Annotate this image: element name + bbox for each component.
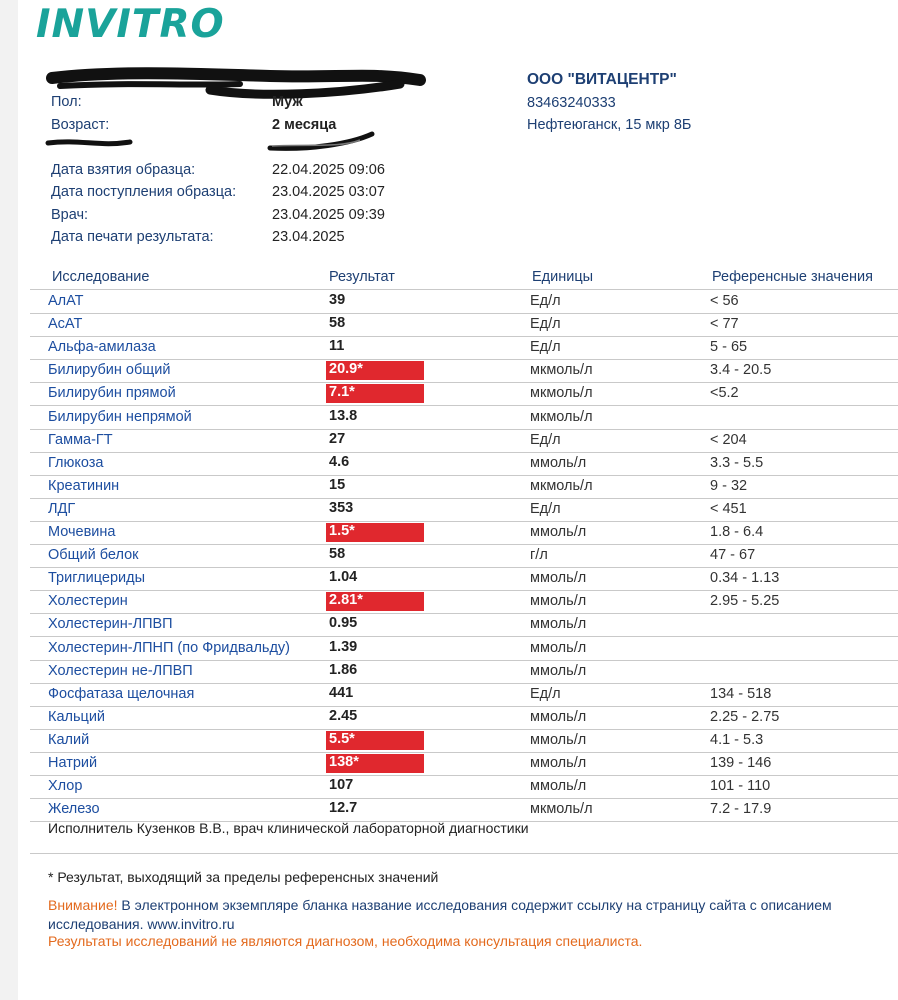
reference-value: 101 - 110 — [710, 778, 771, 795]
unit-value: ммоль/л — [530, 731, 587, 748]
unit-value: ммоль/л — [530, 755, 587, 771]
test-name-link[interactable]: Билирубин прямой — [48, 385, 176, 402]
unit-value: ммоль/л — [530, 524, 587, 540]
table-row — [30, 729, 898, 753]
test-name-link[interactable]: Калий — [48, 731, 90, 748]
result-value: 27 — [329, 430, 346, 447]
unit-value: Ед/л — [530, 316, 561, 333]
result-value: 4.6 — [329, 453, 350, 470]
reference-value: 4.1 - 5.3 — [710, 731, 764, 748]
age-label: Возраст: — [51, 116, 110, 133]
result-value: 1.39 — [329, 638, 358, 655]
table-row — [30, 613, 898, 637]
lab-name: ООО "ВИТАЦЕНТР" — [527, 71, 677, 88]
lab-info — [527, 69, 691, 137]
sample-received-value: 23.04.2025 03:07 — [272, 184, 385, 200]
reference-value: 7.2 - 17.9 — [710, 801, 772, 818]
table-row — [30, 313, 898, 337]
table-row — [30, 798, 898, 822]
test-name-link[interactable]: Хлор — [48, 778, 83, 795]
result-value: 1.5* — [326, 523, 424, 542]
unit-value: ммоль/л — [530, 778, 587, 795]
table-row — [30, 590, 898, 614]
test-name-link[interactable]: Мочевина — [48, 524, 116, 540]
test-name-link[interactable]: Фосфатаза щелочная — [48, 685, 195, 702]
reference-value: 139 - 146 — [710, 755, 772, 771]
results-table-header — [30, 267, 898, 289]
test-name-link[interactable]: Билирубин непрямой — [48, 408, 192, 425]
disclaimer: Результаты исследований не являются диагнозом, необходима консультация специалиста. — [48, 933, 643, 949]
test-name-link[interactable]: ЛДГ — [48, 500, 76, 517]
table-row — [30, 336, 898, 360]
test-name-link[interactable]: Общий белок — [48, 547, 139, 564]
result-value: 13.8 — [329, 407, 358, 424]
unit-value: Ед/л — [530, 431, 561, 448]
reference-value: 1.8 - 6.4 — [710, 524, 764, 540]
attention-note — [48, 896, 898, 934]
test-name-link[interactable]: Холестерин не-ЛПВП — [48, 662, 193, 679]
reference-value: < 56 — [710, 293, 739, 309]
sample-received-label: Дата поступления образца: — [51, 184, 237, 200]
unit-value: ммоль/л — [530, 593, 587, 610]
result-value: 2.81* — [326, 592, 424, 611]
table-row — [30, 475, 898, 499]
table-row — [30, 637, 898, 661]
unit-value: ммоль/л — [530, 708, 587, 725]
header-reference: Референсные значения — [712, 269, 873, 285]
test-name-link[interactable]: Билирубин общий — [48, 362, 171, 379]
unit-value: Ед/л — [530, 685, 561, 702]
reference-value: 2.95 - 5.25 — [710, 593, 780, 610]
reference-value: 3.3 - 5.5 — [710, 454, 764, 471]
test-name-link[interactable]: Железо — [48, 801, 100, 818]
reference-value: 3.4 - 20.5 — [710, 362, 772, 379]
table-row — [30, 359, 898, 383]
sample-taken-value: 22.04.2025 09:06 — [272, 161, 385, 178]
result-value: 15 — [329, 476, 346, 493]
test-name-link[interactable]: АсАТ — [48, 316, 83, 333]
doctor-value: 23.04.2025 09:39 — [272, 206, 385, 223]
page-edge — [0, 0, 18, 1000]
unit-value: мкмоль/л — [530, 801, 593, 818]
sample-taken-label: Дата взятия образца: — [51, 161, 196, 178]
table-row — [30, 382, 898, 406]
unit-value: ммоль/л — [530, 616, 587, 633]
test-name-link[interactable]: Креатинин — [48, 477, 120, 494]
unit-value: мкмоль/л — [530, 385, 593, 402]
table-row — [30, 660, 898, 684]
header-units: Единицы — [532, 269, 594, 285]
table-row — [30, 406, 898, 430]
print-date-value: 23.04.2025 — [272, 229, 345, 245]
table-row — [30, 290, 898, 314]
doctor-label: Врач: — [51, 206, 89, 223]
reference-value: < 451 — [710, 500, 747, 517]
age-value: 2 месяца — [272, 116, 337, 133]
unit-value: ммоль/л — [530, 570, 587, 587]
header-result: Результат — [329, 269, 395, 285]
reference-value: 9 - 32 — [710, 477, 748, 494]
result-value: 2.45 — [329, 707, 358, 724]
table-row — [30, 706, 898, 730]
test-name-link[interactable]: Холестерин — [48, 593, 128, 610]
unit-value: мкмоль/л — [530, 477, 593, 494]
table-row — [30, 429, 898, 453]
unit-value: мкмоль/л — [530, 362, 593, 379]
table-row — [30, 567, 898, 591]
test-name-link[interactable]: АлАТ — [48, 293, 84, 309]
result-value: 353 — [329, 499, 354, 516]
result-value: 58 — [329, 315, 346, 332]
table-row — [30, 683, 898, 707]
reference-value: 5 - 65 — [710, 339, 748, 356]
test-name-link[interactable]: Натрий — [48, 755, 98, 771]
test-name-link[interactable]: Глюкоза — [48, 454, 104, 471]
unit-value: Ед/л — [530, 500, 561, 517]
unit-value: ммоль/л — [530, 662, 587, 679]
result-value: 11 — [329, 338, 345, 355]
reference-value: < 77 — [710, 316, 739, 333]
result-value: 39 — [329, 292, 346, 308]
table-row — [30, 752, 898, 776]
reference-value: 47 - 67 — [710, 547, 756, 564]
reference-value: <5.2 — [710, 385, 739, 402]
result-value: 20.9* — [326, 361, 424, 380]
reference-value: 2.25 - 2.75 — [710, 708, 780, 725]
patient-values — [272, 91, 385, 249]
test-name-link[interactable]: Холестерин-ЛПВП — [48, 616, 173, 633]
performer-note: Исполнитель Кузенков В.В., врач клинической лабораторной диагностики — [48, 820, 529, 836]
unit-value: Ед/л — [530, 339, 561, 356]
attention-text: В электронном экземпляре бланка название исследования содержит ссылку на страницу сайта с описанием исследования. — [48, 897, 832, 932]
reference-value: 0.34 - 1.13 — [710, 570, 780, 587]
footer-divider — [30, 853, 898, 854]
unit-value: ммоль/л — [530, 454, 587, 471]
reference-value: 134 - 518 — [710, 685, 772, 702]
sex-label: Пол: — [51, 94, 82, 110]
test-name-link[interactable]: Кальций — [48, 708, 106, 725]
sex-value: Муж — [272, 94, 303, 110]
result-value: 441 — [329, 684, 354, 701]
unit-value: г/л — [530, 547, 548, 564]
result-value: 7.1* — [326, 384, 424, 403]
footnote: * Результат, выходящий за пределы референсных значений — [48, 869, 439, 885]
result-value: 58 — [329, 546, 346, 563]
table-row — [30, 521, 898, 545]
table-row — [30, 544, 898, 568]
reference-value: < 204 — [710, 431, 747, 448]
result-value: 12.7 — [329, 800, 358, 817]
test-name-link[interactable]: Холестерин-ЛПНП (по Фридвальду) — [48, 639, 291, 656]
unit-value: Ед/л — [530, 293, 561, 309]
print-date-label: Дата печати результата: — [51, 229, 214, 245]
table-row — [30, 775, 898, 799]
result-value: 1.86 — [329, 661, 358, 678]
attention-prefix: Внимание! — [48, 897, 118, 913]
table-row — [30, 452, 898, 476]
patient-labels — [51, 91, 236, 249]
lab-phone: 83463240333 — [527, 94, 616, 111]
invitro-logo: INVITRO — [36, 2, 225, 47]
lab-address: Нефтеюганск, 15 мкр 8Б — [527, 117, 692, 133]
result-value: 0.95 — [329, 615, 358, 632]
result-value: 1.04 — [329, 569, 358, 586]
table-row — [30, 498, 898, 522]
invitro-link[interactable]: www.invitro.ru — [147, 916, 235, 932]
unit-value: ммоль/л — [530, 639, 587, 656]
result-value: 107 — [329, 777, 354, 794]
test-name-link[interactable]: Гамма-ГТ — [48, 431, 113, 448]
test-name-link[interactable]: Альфа-амилаза — [48, 339, 156, 356]
header-test: Исследование — [52, 269, 150, 285]
result-value: 5.5* — [326, 731, 424, 750]
test-name-link[interactable]: Триглицериды — [48, 570, 145, 587]
unit-value: мкмоль/л — [530, 408, 593, 425]
result-value: 138* — [326, 754, 424, 773]
